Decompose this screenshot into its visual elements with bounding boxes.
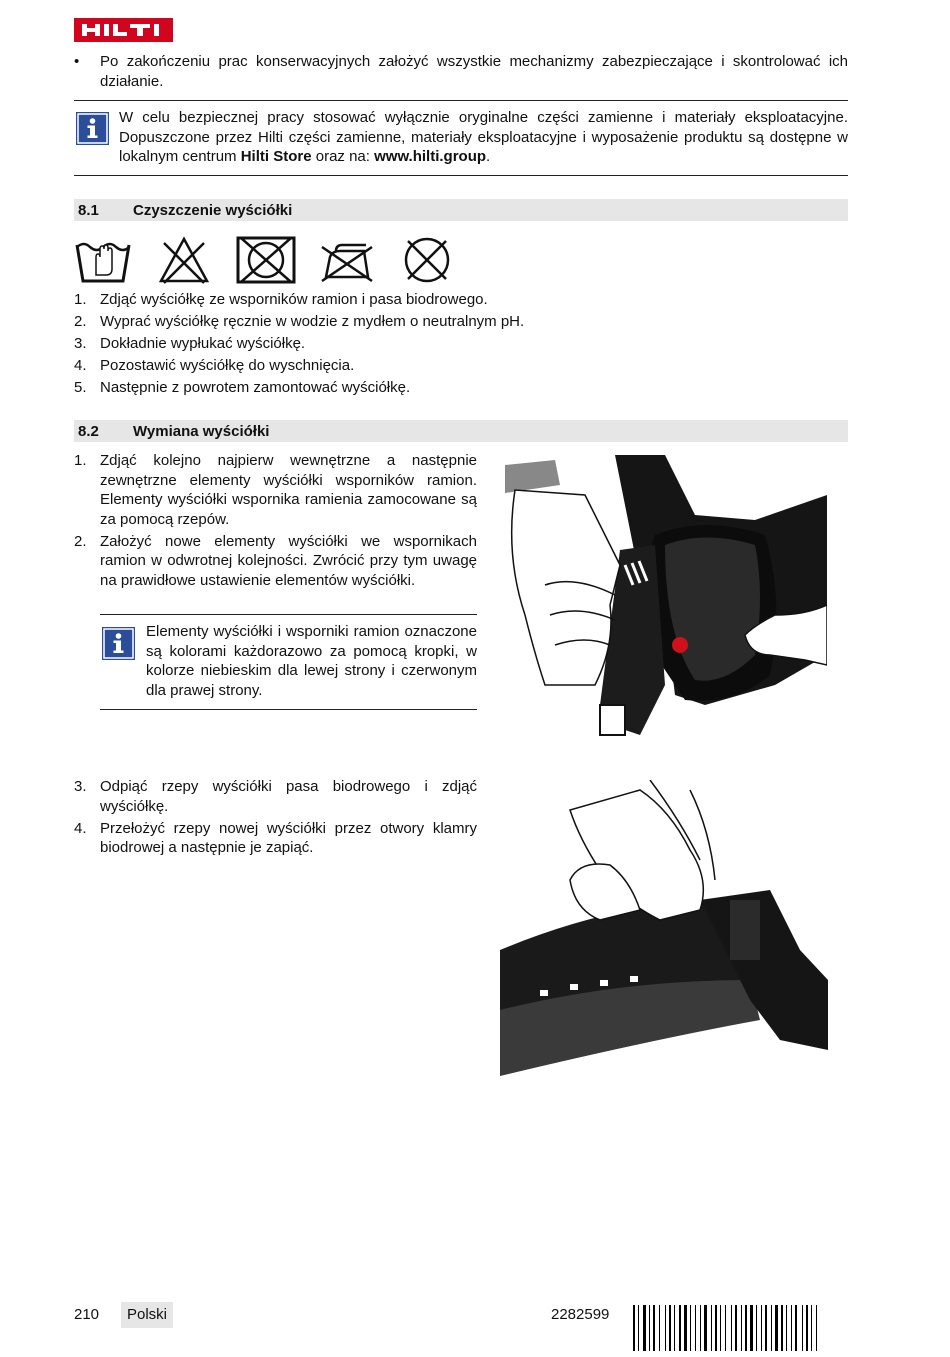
info-icon <box>76 112 109 145</box>
info-icon <box>102 627 135 660</box>
step-number: 5. <box>74 379 87 396</box>
language-label: Polski <box>121 1302 173 1328</box>
website-link[interactable]: www.hilti.group <box>374 148 487 165</box>
step-number: 1. <box>74 291 87 308</box>
bullet-dot: • <box>74 53 80 70</box>
step-text: Odpiąć rzepy wyściółki pasa biodrowego i zdjąć wyściółkę. <box>100 778 477 815</box>
hilti-store-link: Hilti Store <box>240 148 312 165</box>
section-header-8-1 <box>74 199 848 221</box>
intro-bullet <box>74 52 848 91</box>
list-item <box>74 290 634 310</box>
note-text-part: W celu bezpiecznej pracy stosować wyłącznie oryginalne części zamienne i materiały eksploatacyjne. Dopuszczone przez Hilti części zamienne, materiały eksploatacyjne i wyposażenie produktu są dostępne w lokalnym centrum <box>119 109 848 165</box>
hilti-logo <box>74 18 173 42</box>
list-item <box>74 378 634 398</box>
list-item <box>74 532 477 591</box>
info-note-spare-parts <box>74 100 848 176</box>
list-item <box>74 451 477 529</box>
step-text: Zdjąć kolejno najpierw wewnętrzne a następnie zewnętrzne elementy wyściółki wsporników ramion. Elementy wyściółki wspornika ramienia zamocowane są za pomocą rzepów. <box>100 452 477 528</box>
step-number: 3. <box>74 335 87 352</box>
hip-belt-padding-illustration <box>500 780 828 1076</box>
care-symbols <box>74 235 494 287</box>
section-number: 8.1 <box>78 202 99 219</box>
step-number: 2. <box>74 313 87 330</box>
no-tumble-dry-icon <box>235 235 297 285</box>
cleaning-steps-list <box>74 290 634 400</box>
list-item <box>74 819 477 858</box>
page-number: 210 <box>74 1306 100 1323</box>
barcode <box>633 1305 846 1351</box>
info-note-text <box>119 108 848 167</box>
note-text-part: oraz na: <box>311 148 375 165</box>
replacement-steps-list-a <box>74 451 477 593</box>
section-header-8-2 <box>74 420 848 442</box>
replacement-steps-list-b <box>74 777 477 860</box>
no-iron-icon <box>318 235 376 285</box>
info-note-text: Elementy wyściółki i wsporniki ramion oznaczone są kolorami każdorazowo za pomocą kropki, w kolorze niebieskim dla lewej strony i czerwonym dla prawej strony. <box>146 623 477 699</box>
step-number: 3. <box>74 778 87 795</box>
step-number: 1. <box>74 452 87 469</box>
step-text: Zdjąć wyściółkę ze wsporników ramion i pasa biodrowego. <box>100 291 488 308</box>
step-number: 2. <box>74 532 87 550</box>
shoulder-padding-illustration <box>505 455 827 745</box>
section-title: Czyszczenie wyściółki <box>133 202 293 219</box>
no-bleach-icon <box>158 235 210 285</box>
document-number: 2282599 <box>551 1306 610 1323</box>
no-dry-clean-icon <box>400 235 454 285</box>
section-number: 8.2 <box>78 423 99 440</box>
step-text: Następnie z powrotem zamontować wyściółkę. <box>100 379 411 396</box>
step-text: Przełożyć rzepy nowej wyściółki przez otwory klamry biodrowej a następnie je zapiąć. <box>100 819 477 856</box>
step-text: Dokładnie wypłukać wyściółkę. <box>100 335 306 352</box>
list-item <box>74 334 634 354</box>
note-text-part: . <box>486 148 491 165</box>
intro-bullet-text: Po zakończeniu prac konserwacyjnych założyć wszystkie mechanizmy zabezpieczające i skontrolować ich działanie. <box>100 53 848 90</box>
step-text: Założyć nowe elementy wyściółki we wspornikach ramion w odwrotnej kolejności. Zwrócić przy tym uwagę na prawidłowe ustawienie elementów wyściółki. <box>100 532 477 589</box>
step-number: 4. <box>74 819 87 837</box>
list-item <box>74 777 477 816</box>
section-title: Wymiana wyściółki <box>133 423 270 440</box>
step-text: Pozostawić wyściółkę do wyschnięcia. <box>100 357 355 374</box>
step-text: Wyprać wyściółkę ręcznie w wodzie z mydłem o neutralnym pH. <box>100 313 525 330</box>
list-item <box>74 356 634 376</box>
hand-wash-icon <box>74 235 132 285</box>
step-number: 4. <box>74 357 87 374</box>
list-item <box>74 312 634 332</box>
info-note-color-dots <box>100 614 477 710</box>
